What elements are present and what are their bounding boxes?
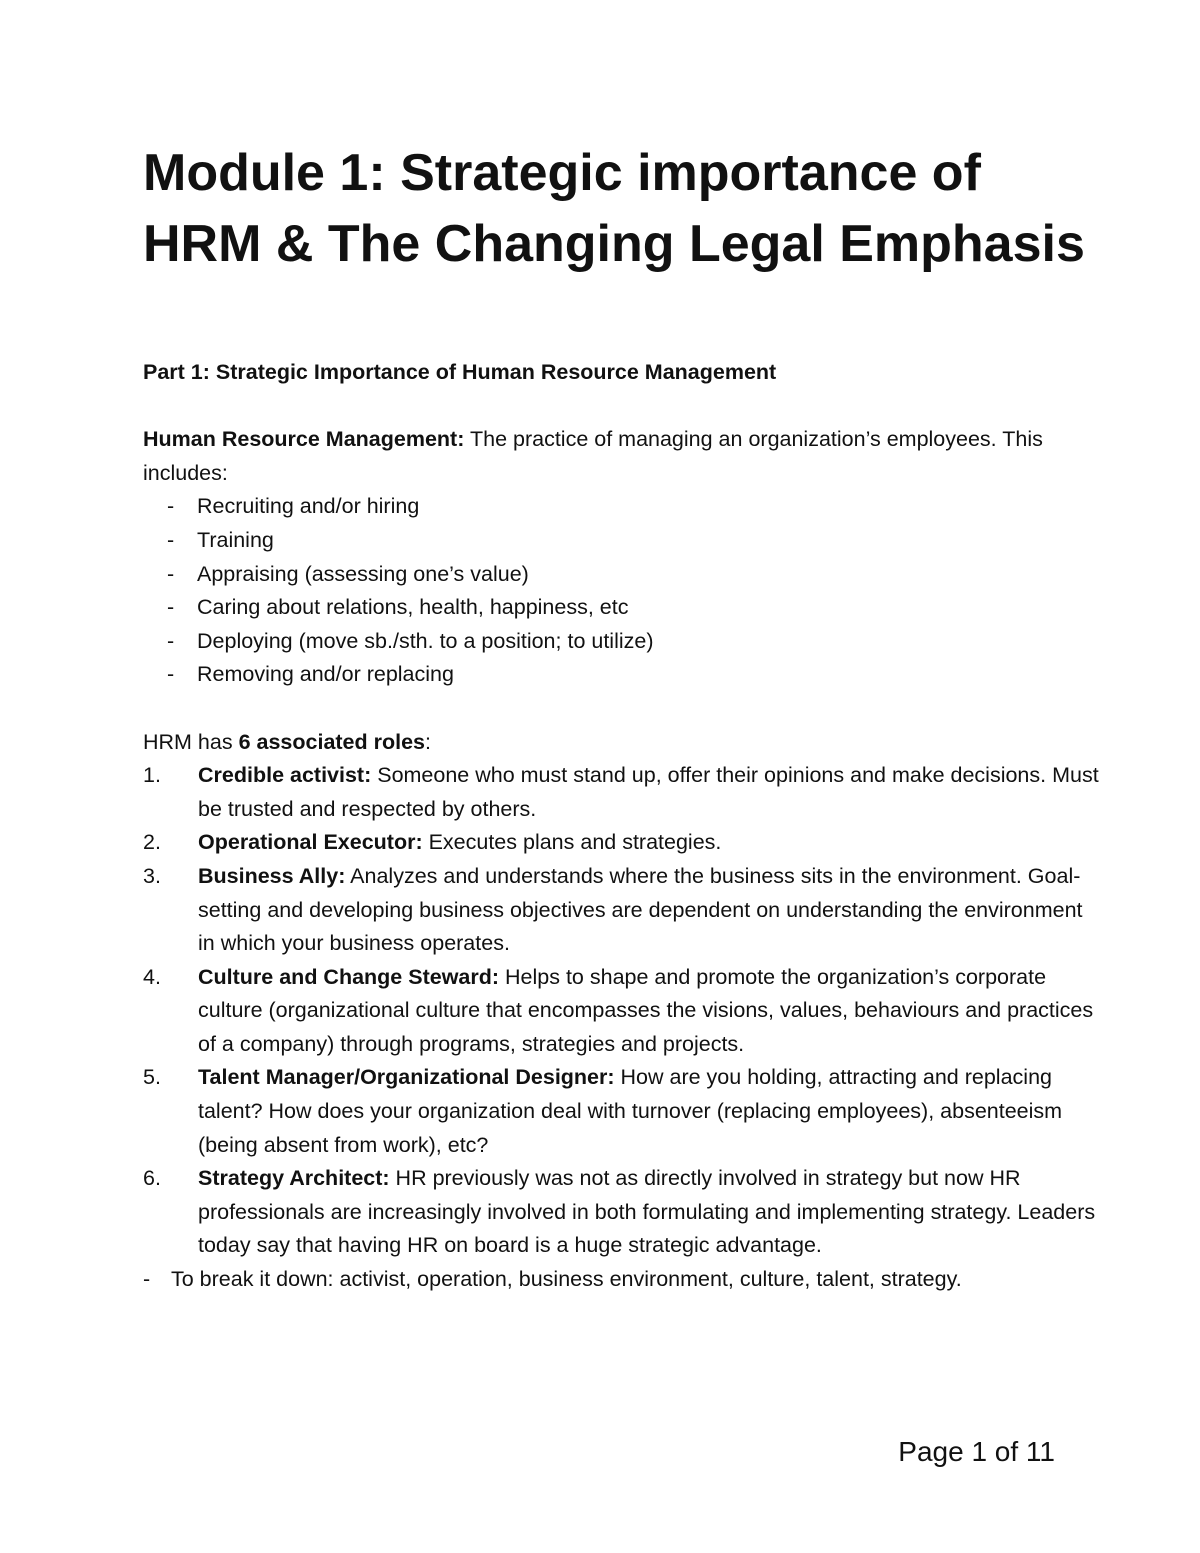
document-title: [143, 138, 1143, 280]
role-item: [143, 961, 1103, 1062]
dash-bullet: -: [167, 662, 175, 687]
dash-bullet: -: [167, 527, 175, 552]
dash-bullet: -: [167, 494, 175, 519]
role-number: 1.: [143, 763, 161, 788]
title-line-1: Module 1: Strategic importance of: [143, 144, 981, 202]
definition-text: The practice of managing an organization’s employees. This includes:: [143, 427, 1043, 485]
page-number: Page 1 of 11: [898, 1436, 1055, 1467]
role-item: [143, 1061, 1103, 1162]
list-item: - Recruiting and/or hiring: [143, 490, 1103, 524]
role-text: Executes plans and strategies.: [422, 830, 722, 855]
dash-bullet: -: [167, 628, 175, 653]
role-term: Talent Manager/Organizational Designer:: [198, 1065, 615, 1090]
roles-list: [143, 759, 1103, 1263]
list-item: - Caring about relations, health, happiness, etc: [143, 591, 1103, 625]
dash-bullet: -: [167, 595, 175, 620]
role-term: Credible activist:: [198, 763, 372, 788]
role-term: Business Ally:: [198, 863, 346, 888]
role-text: HR previously was not as directly involved in strategy but now HR professionals are increasingly involved in both formulating and implementing strategy. Leaders today say that having HR on board is a huge strategic advantage.: [198, 1166, 1096, 1258]
roles-intro: HRM has 6 associated roles:: [143, 729, 431, 754]
role-number: 2.: [143, 830, 161, 855]
role-text: Analyzes and understands where the business sits in the environment. Goal-setting and developing business objectives are dependent on understanding the environment in which your business operates.: [198, 863, 1083, 956]
roles-count: 6 associated roles: [238, 729, 426, 754]
role-text: How are you holding, attracting and replacing talent? How does your organization deal with turnover (replacing employees), absenteeism (being absent from work), etc?: [198, 1065, 1063, 1157]
role-text: Helps to shape and promote the organization’s corporate culture (organizational culture that encompasses the visions, values, behaviours and practices of a company) through programs, strategies and projects.: [198, 964, 1094, 1056]
list-item: - Deploying (move sb./sth. to a position; to utilize): [143, 625, 1103, 659]
dash-bullet: -: [167, 561, 175, 586]
document-body: [143, 356, 1103, 1297]
role-number: 6.: [143, 1166, 161, 1191]
role-item: [143, 759, 1103, 826]
includes-list: [143, 490, 1103, 692]
role-term: Strategy Architect:: [198, 1166, 390, 1191]
role-item: [143, 860, 1103, 961]
list-item: - Appraising (assessing one’s value): [143, 558, 1103, 592]
role-term: Culture and Change Steward:: [198, 964, 500, 989]
summary-text: To break it down: activist, operation, business environment, culture, talent, strategy.: [171, 1267, 962, 1292]
part-heading: Part 1: Strategic Importance of Human Resource Management: [143, 360, 777, 384]
title-line-2: HRM & The Changing Legal Emphasis: [143, 215, 1085, 273]
hrm-definition: [143, 423, 1103, 490]
role-item: [143, 826, 1103, 860]
role-number: 4.: [143, 964, 161, 989]
dash-bullet: -: [143, 1267, 151, 1292]
list-item: - Removing and/or replacing: [143, 658, 1103, 692]
summary-line: [143, 1263, 1103, 1297]
definition-term: Human Resource Management:: [143, 427, 465, 452]
role-term: Operational Executor:: [198, 830, 423, 855]
role-number: 5.: [143, 1065, 161, 1090]
role-item: [143, 1162, 1103, 1263]
role-number: 3.: [143, 863, 161, 888]
role-text: Someone who must stand up, offer their opinions and make decisions. Must be trusted and respected by others.: [198, 763, 1099, 821]
list-item: - Training: [143, 524, 1103, 558]
